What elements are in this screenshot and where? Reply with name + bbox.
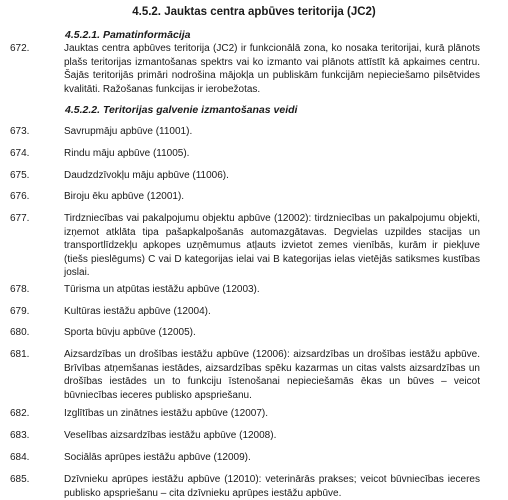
item-number: 684. [10,452,30,463]
item-text [64,473,480,500]
item-number: 675. [10,170,30,181]
item-text-line: būvniecības ieceres publisko apspriešanu. [64,389,252,401]
item-text-line: Šajās teritorijās primāri nodrošina mājokļa un publiskām funkcijām nepieciešamo pilsētvides [64,70,480,82]
item-text-line: Sporta būvju apbūve (12005). [64,327,196,338]
item-text-line: Rindu māju apbūve (11005). [64,148,190,159]
item-text-line: Savrupmāju apbūve (11001). [64,126,193,137]
item-text [64,147,480,161]
item-text-line: plašs teritorijas izmantošanas spektrs vai ko izmanto vai plānots attīstīt kā apkaimes centru. [64,56,480,68]
item-text-line: publisko apspriešanu – cita dzīvnieku aprūpes iestāžu apbūve. [64,487,342,499]
item-text-line: Jauktas centra apbūves teritorija (JC2) ir funkcionālā zona, ko nosaka teritorijai, kurā plānots [64,43,480,54]
item-text-line: Kultūras iestāžu apbūve (12004). [64,306,211,317]
item-text [64,212,480,280]
item-number: 681. [10,349,30,360]
item-number: 685. [10,474,30,485]
item-number: 677. [10,213,30,224]
item-text-line: joslai. [64,267,90,279]
item-text [64,169,480,183]
item-text [64,326,480,340]
item-text [64,305,480,319]
item-number: 679. [10,306,30,317]
item-text-line: izņemot atklāta tipa pašapkalpošanās automazgātavas. Degvielas uzpildes stacijas un [64,226,480,238]
item-number: 683. [10,430,30,441]
item-text [64,125,480,139]
item-number: 678. [10,284,30,295]
item-text-line: Veselības aizsardzības iestāžu apbūve (12008). [64,430,277,441]
item-text-line: kvalitāti. Ražošanas funkcijas ir ierobežotas. [64,83,261,95]
subsection-title-basic-info: 4.5.2.1. Pamatinformācija [65,29,191,41]
item-number: 682. [10,408,30,419]
item-text-line: drošības iestādes un to funkciju īstenošanai nepieciešamās ēkas un būves – veicot [64,376,480,388]
item-number: 676. [10,191,30,202]
item-text-line: Brīvības atņemšanas iestādes, aizsardzības spēku kazarmas un citas valsts aizsardzības un [64,362,480,374]
item-text-line: Biroju ēku apbūve (12001). [64,191,185,202]
item-text [64,283,480,297]
item-text [64,190,480,204]
item-text-line: transportlīdzekļu apkopes uzņēmumus atļauts izvietot zemes vienībās, kurām ir piekļuve [64,240,480,252]
item-text-line: Daudzdzīvokļu māju apbūve (11006). [64,170,229,181]
item-text [64,451,480,465]
section-title: 4.5.2. Jauktas centra apbūves teritorija (JC2) [132,6,376,18]
item-text [64,348,480,402]
item-number: 672. [10,43,30,54]
item-text-line: (tiešs pieslēgums) C vai D kategorijas ielai vai B kategorijas ielas vietējās satiksmes kustības [64,253,480,265]
subsection-title-main-uses: 4.5.2.2. Teritorijas galvenie izmantošanas veidi [65,104,298,116]
item-text-line: Izglītības un zinātnes iestāžu apbūve (12007). [64,408,269,419]
item-text-line: Tirdzniecības vai pakalpojumu objektu apbūve (12002): tirdzniecības un pakalpojumu objekti, [64,213,480,224]
item-text-line: Dzīvnieku aprūpes iestāžu apbūve (12010): veterinārās prakses; veicot būvniecības ieceres [64,474,480,485]
item-text [64,429,480,443]
item-text-line: Sociālās aprūpes iestāžu apbūve (12009). [64,452,251,463]
item-text-line: Tūrisma un atpūtas iestāžu apbūve (12003). [64,284,260,295]
item-text [64,407,480,421]
item-number: 674. [10,148,30,159]
item-number: 680. [10,327,30,338]
item-number: 673. [10,126,30,137]
item-text [64,42,480,96]
item-text-line: Aizsardzības un drošības iestāžu apbūve (12006): aizsardzības un drošības iestāžu apbūve. [64,349,480,360]
